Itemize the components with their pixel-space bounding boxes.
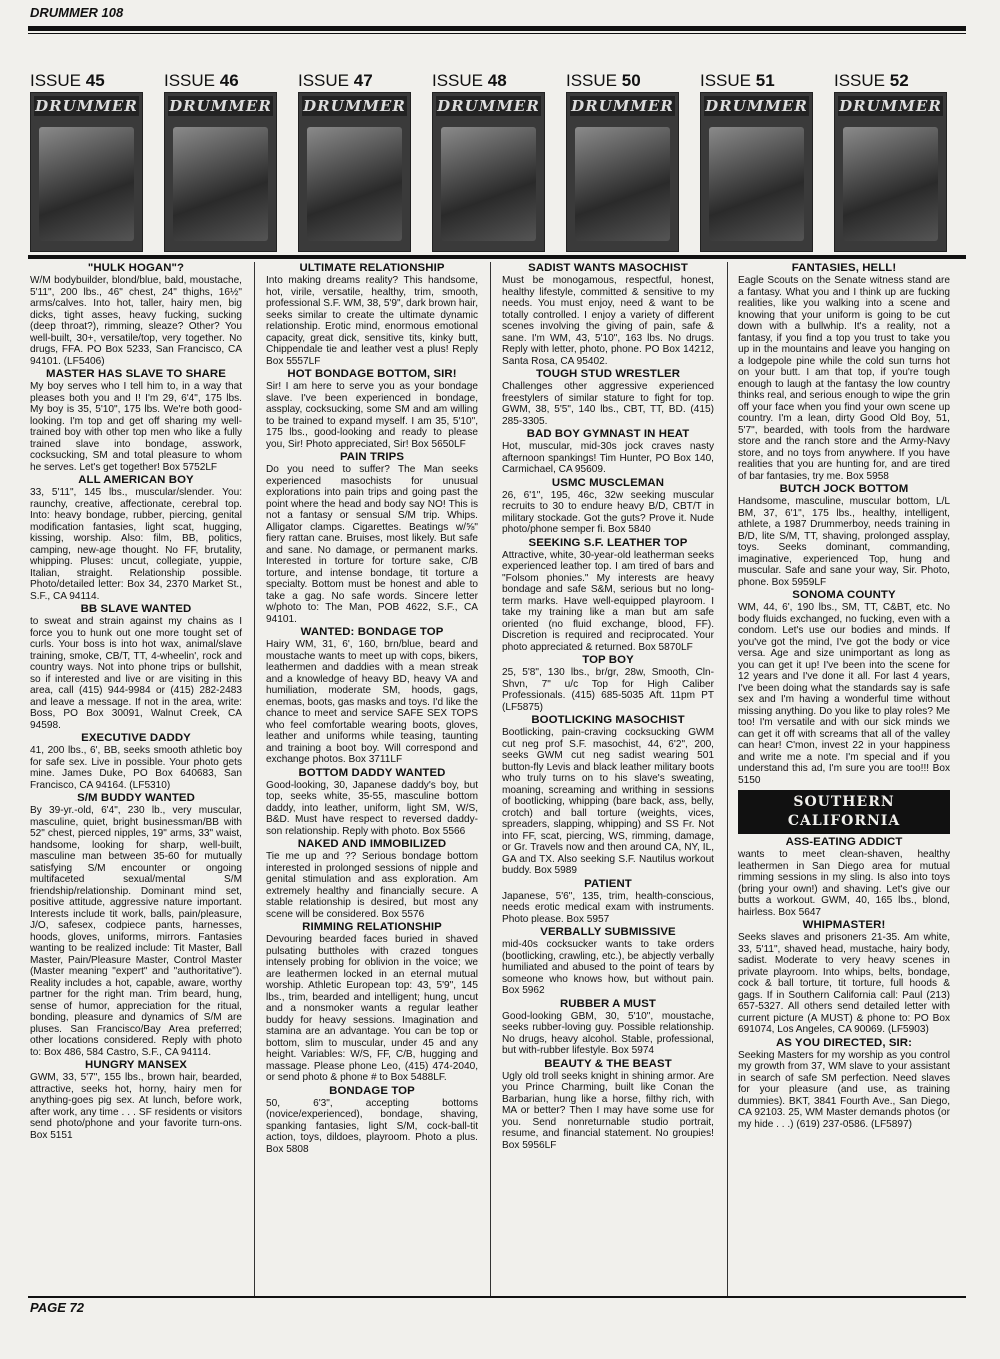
- classified-ad: [30, 792, 242, 1058]
- cover-masthead: DRUMMER: [437, 97, 540, 115]
- classified-ad: [266, 1085, 478, 1156]
- classified-ad: [502, 537, 714, 654]
- ad-headline: VERBALLY SUBMISSIVE: [540, 926, 676, 938]
- classified-ad: [502, 714, 714, 877]
- classified-ad: [738, 1037, 950, 1131]
- issue-word: ISSUE: [30, 71, 82, 90]
- classified-ads: [30, 262, 970, 1297]
- ad-headline: BONDAGE TOP: [329, 1084, 415, 1097]
- ad-body: mid-40s cocksucker wants to take orders (bootlicking, crawling, etc.), be abjectly verbally humiliated and abused to the point of tears by someone who knows how, but without pain. Box 5962: [502, 939, 714, 996]
- ad-headline: PAIN TRIPS: [339, 451, 405, 463]
- classified-ad: [738, 836, 950, 918]
- classified-ad: [30, 603, 242, 731]
- ad-headline: RIMMING RELATIONSHIP: [302, 921, 442, 933]
- ad-body: Sir! I am here to serve you as your bondage slave. I've been experienced in bondage, assplay, cocksucking, some SM and am willing to be trained to expand myself. I am 35, 5'10", 175 lbs., good-looking and ready to please you, Sir! Photo appreciated, Sir! Box 5650LF: [266, 381, 478, 450]
- issue-number: 50: [621, 71, 641, 90]
- issue-word: ISSUE: [834, 71, 886, 90]
- classified-ad: [266, 368, 478, 450]
- ad-headline: TOUGH STUD WRESTLER: [535, 368, 681, 380]
- issue-label: [298, 72, 409, 90]
- classified-ad: [266, 262, 478, 367]
- header-rule: [28, 26, 966, 31]
- cover-masthead: DRUMMER: [35, 97, 138, 115]
- footer-rule: [28, 1296, 966, 1298]
- ad-column-4: [738, 262, 950, 1297]
- ad-body: Hot, muscular, mid-30s jock craves nasty afternoon spankings! Tim Hunter, PO Box 140, Carmichael, CA 95609.: [502, 441, 714, 475]
- ad-body: Into making dreams reality? This handsome, hot, virile, versatile, healthy, trim, smooth, professional S.F. WM, 38, 5'9", dark brown hair, seeks similar to create the ultimate dynamic relationship. Erotic mind, enormous emotional capacity, great dick, sensitive tits, kinky butt, Chippendale tie and leather vest a plus! Reply Box 5557LF: [266, 275, 478, 367]
- cover-thumbnail: [432, 92, 545, 252]
- classified-ad: [30, 262, 242, 367]
- ad-body: W/M bodybuilder, blond/blue, bald, moustache, 5'11", 200 lbs., 46" chest, 24" thighs, 16½" arms/calves. Into hot, taller, hairy men, big dicks, tight asses, heavy fucking, sucking (deep throat?), rimming, sleaze? Other? You well-built, 30+, versatile/top, very together. No drugs, FFA. PO Box 5233, San Francisco, CA 94101. (LF5406): [30, 275, 242, 367]
- ad-headline: NAKED AND IMMOBILIZED: [297, 838, 447, 850]
- classified-ad: [30, 1059, 242, 1141]
- ad-body: Ugly old troll seeks knight in shining armor. Are you Prince Charming, built like Conan the Barbarian, hung like a horse, filthy rich, with MA or better? Then I may have some use for you. Send nonreturnable studio portrait, resume, and financial statement. No groupies! Box 5956LF: [502, 1070, 714, 1151]
- issue-number: 52: [889, 71, 909, 90]
- cover-thumbnail: [700, 92, 813, 252]
- ad-headline: SONOMA COUNTY: [792, 589, 896, 601]
- classified-ad: [502, 428, 714, 476]
- ad-body: Hairy WM, 31, 6', 160, brn/blue, beard and moustache wants to meet up with cops, bikers, leathermen and daddies with a mean streak and a knowledge of heavy BD, heavy VA and humiliation, moderate SM, hoods, gags, enemas, boots, gas masks and toys. I'd like the chance to meet and service SAFE SEX TOPS who feel comfortable wearing boots, gloves, leather and uniforms while teasing, taunting and training a boot boy. Will correspond and exchange photos. Box 3711LF: [266, 639, 478, 765]
- cover-thumbnail: [30, 92, 143, 252]
- issue-number: 48: [487, 71, 507, 90]
- issue-word: ISSUE: [700, 71, 752, 90]
- ad-headline: RUBBER A MUST: [559, 997, 656, 1010]
- ad-headline: BOOTLICKING MASOCHIST: [531, 714, 685, 726]
- ad-body: Good-looking GBM, 30, 5'10", moustache, seeks rubber-loving guy. Possible relationship. No drugs, heavy alcohol. Stable, professional, but with-rubber lifestyle. Box 5974: [502, 1010, 714, 1056]
- classified-ad: [266, 767, 478, 838]
- ad-headline: ALL AMERICAN BOY: [78, 474, 194, 486]
- ad-headline: EXECUTIVE DADDY: [81, 732, 191, 744]
- classified-ad: [502, 262, 714, 367]
- ad-column-2: [266, 262, 478, 1297]
- ad-headline: USMC MUSCLEMAN: [551, 476, 665, 489]
- ad-column-3: [502, 262, 714, 1297]
- region-banner: SOUTHERN CALIFORNIA: [738, 790, 950, 834]
- ad-headline: WANTED: BONDAGE TOP: [300, 626, 444, 638]
- cover-issue-46: [164, 72, 275, 252]
- cover-masthead: DRUMMER: [169, 97, 272, 115]
- ad-headline: FANTASIES, HELL!: [791, 262, 897, 274]
- classified-ad: [738, 483, 950, 588]
- ad-body: 50, 6'3", accepting bottoms (novice/experienced), bondage, shaving, spanking fantasies, light S/M, cock-ball-tit action, toys, dildoes, playroom. Photo a plus. Box 5808: [266, 1097, 478, 1155]
- ad-headline: SEEKING S.F. LEATHER TOP: [528, 536, 688, 549]
- cover-masthead: DRUMMER: [303, 97, 406, 115]
- classified-ad: [738, 262, 950, 482]
- cover-thumbnail: [164, 92, 277, 252]
- cover-masthead: DRUMMER: [705, 97, 808, 115]
- cover-issue-48: [432, 72, 543, 252]
- classified-ad: [502, 926, 714, 997]
- ad-headline: AS YOU DIRECTED, SIR:: [775, 1036, 913, 1049]
- cover-photo: [173, 127, 268, 241]
- ad-body: 41, 200 lbs., 6', BB, seeks smooth athletic boy for safe sex. Live in possible. Your photo gets mine. James Duke, PO Box 640683, San Francisco, CA 94164. (LF5310): [30, 745, 242, 791]
- ad-body: GWM, 33, 5'7", 155 lbs., brown hair, bearded, attractive, seeks hot, horny, hairy men for anything-goes pig sex. At lunch, before work, after work, any time . . . SF residents or visitors send photo/phone and your favorite turn-ons. Box 5151: [30, 1072, 242, 1141]
- ad-body: Eagle Scouts on the Senate witness stand are a fantasy. What you and I think up are fucking realities, like you walking into a scene and knowing that your uniform is going to be cut down with a bullwhip. It's a reality, not a fantasy, if you find a top you trust to take you up in the mountains and leave you hanging on a lodgepole pine while the cold sun turns hot on your butt. I am that top, if you're tough enough to laugh at the fantasy the low country thinks real, and serious enough to wipe the grin off your face when you find your own scene up country. I'm a lean, dirty Good Old Boy, 51, 5'7", bearded, with tools from the hardware store and the ranch store and the Army-Navy store, and no toys from anywhere. If you have realities that you are hunting for, and are tired of bar fantasies, try me. Box 5958: [738, 275, 950, 482]
- issue-word: ISSUE: [298, 71, 350, 90]
- ad-headline: BOTTOM DADDY WANTED: [298, 766, 446, 779]
- ad-body: Seeking Masters for my worship as you control my growth from 37, WM slave to your assistant in search of safe SM perfection. Need slaves for your pleasure (and use, as training dummies). BKT, 3841 Fourth Ave., San Diego, CA 92103. 25, WM Master demands photos (or my hide . . .) (619) 237-0586. (LF5897): [738, 1049, 950, 1130]
- ad-headline: TOP BOY: [582, 654, 634, 666]
- ad-body: Good-looking, 30, Japanese daddy's boy, but top, seeks white, 35-55, masculine bottom daddy, into leather, uniform, light SM, W/S, B&D. Must have respect to reversed daddy-son relationship. Reply with photo. Box 5566: [266, 779, 478, 837]
- classified-ad: [502, 998, 714, 1057]
- ad-headline: SADIST WANTS MASOCHIST: [528, 262, 688, 274]
- ad-body: Bootlicking, pain-craving cocksucking GWM cut neg prof S.F. masochist, 44, 6'2", 200, seeks GWM cut neg sadist wearing 501 button-fly Levis and black leather military boots who truly turns on to his slave's sweating, moaning, screaming and writhing in sessions of bootlicking, whipping (bare back, ass, belly, crotch) and ball torture (weights, vices, spreaders, slapping, whipping) and SS Fr. Not into FF, scat, piercing, WS, rimming, damage, or Gr. Travels now and then around CA, NY, IL, GA and TX. Also seeking S.F. Nautilus workout buddy. Box 5989: [502, 727, 714, 876]
- issue-label: [700, 72, 811, 90]
- cover-photo: [441, 127, 536, 241]
- ad-body: Challenges other aggressive experienced freestylers of similar stature to fight for top. GWM, 38, 5'5", 140 lbs., CBT, TT, BD. (415) 285-3305.: [502, 381, 714, 427]
- classified-ad: [266, 626, 478, 766]
- cover-photo: [39, 127, 134, 241]
- classified-ad: [502, 368, 714, 427]
- ad-headline: ASS-EATING ADDICT: [785, 836, 903, 848]
- cover-photo: [709, 127, 804, 241]
- ad-body: WM, 44, 6', 190 lbs., SM, TT, C&BT, etc. No body fluids exchanged, no fucking, even with a condom. Let's use our bodies and minds. If you've got the mind, I've got the body or vice versa. Age and size unimportant as long as you can get it up! I've been into the scene for 12 years and I've done it all. For last 4 years, I've been doing what the standards say is safe sex and I'm having a wonderful time without missing anything. Do you like to play roles? Me too! I'm versatile and with our sick minds we can get it off with screams that all of the valley can hear! C'mon, invest 22 in your happiness and write me a note. I'm special and if you understand this ad, I'm sure you are too!!! Box 5150: [738, 602, 950, 786]
- cover-masthead: DRUMMER: [571, 97, 674, 115]
- classified-ad: [30, 368, 242, 473]
- ad-body: Japanese, 5'6", 135, trim, health-conscious, needs erotic medical exam with instruments. Photo please. Box 5957: [502, 890, 714, 925]
- page-number: PAGE 72: [30, 1300, 84, 1315]
- classified-ad: [502, 654, 714, 713]
- ad-body: Devouring bearded faces buried in shaved pulsating buttholes with crazed tongues intensely probing for oblivion in the voice; we are leathermen locked in an eternal mutual worship. Athletic European top: 43, 5'9", 145 lbs., trim, bearded and intelligent; hung, uncut and a nonsmoker wants a regular leather buddy for heavy sessions. Imagination and stamina are an advantage. You can be top or bottom, slim to muscular, under 45 and any height. Variables: W/S, FF, C/B, hugging and massage. Please phone Leo, (415) 474-2040, or send photo & phone # to Box 5488LF.: [266, 934, 478, 1083]
- cover-issue-45: [30, 72, 141, 252]
- cover-photo: [843, 127, 938, 241]
- ad-body: 26, 6'1", 195, 46c, 32w seeking muscular recruits to 30 to endure heavy B/D, CBT/T in military stockade. Got the guts? Prove it. Nude photo/phone semper fi. Box 5840: [502, 489, 714, 535]
- ad-headline: WHIPMASTER!: [802, 919, 886, 931]
- ad-body: 33, 5'11", 145 lbs., muscular/slender. You: raunchy, creative, affectionate, cerebral top. Into: heavy bondage, rubber, piercing, genital modification fantasies, light scat, hugging, kissing, worship. Also: film, BB, politics, camping, new-age thought. No FF, brutality, whipping. Pluses: uncut, collegiate, yuppie, Italian, straight. Relationship possible. Photo/detailed letter: Box 34, 2370 Market St., S.F., CA 94114.: [30, 487, 242, 602]
- issue-label: [566, 72, 677, 90]
- ad-body: By 39-yr.-old, 6'4", 230 lb., very muscular, masculine, quiet, bright businessman/BB with 52" chest, pierced nipples, 19" arms, 33" waist, handsome, looking for sharp, well-built, masculine man between 35-60 for mutually satisfying S/M encounter or ongoing multifaceted sexual/mental S/M friendship/relationship. Dominant mind set, positive attitude, aggressive nature important. Interests include tit work, balls, pain/pleasure, J/O, safesex, codpiece pants, harnesses, hoods, gloves, uniforms, mirrors. Fantasies wanting to be realized include: Tit Master, Ball Master, Pain/Pleasure Master, Control Master (Master meaning "expert" and "authoritative"). Reality includes a hot, capable, aware, worthy partner for the right man. Trim beard, hung, sense of humor, appreciation for the ritual, bonding, pleasure and dynamics of S/M are pluses. San Francisco/Bay Area preferred; other locations considered. Reply with photo to: Box 486, 584 Castro, S.F., CA 94114.: [30, 805, 242, 1058]
- classified-ad: [266, 451, 478, 625]
- classified-ad: [502, 878, 714, 926]
- ad-body: Do you need to suffer? The Man seeks experienced masochists for unusual explorations into pain trips and going past the point where the head and body say NO! This is not a fantasy or sensual S/M trip. Whips. Alligator clamps. Cigarettes. Beatings w/⅝" fiery rattan cane. Bruises, most likely. But safe and sane. No damage, or permanent marks. Interested in torture for torture sake, C/B torture, and intense bondage, tit torture a specialty. Bottom must be honest and able to take a gag. No safe words. Sincere letter w/photo to: The Man, POB 4622, S.F., CA 94101.: [266, 464, 478, 625]
- issue-number: 51: [755, 71, 775, 90]
- cover-issue-50: [566, 72, 677, 252]
- issue-label: [834, 72, 945, 90]
- ad-body: My boy serves who I tell him to, in a way that pleases both you and I! I'm 29, 6'4", 175 lbs. My boy is 35, 5'10", 175 lbs. We're both good-looking. I'm top and get off sharing my well-trained boy with other top men who like a fully trained slave into bondage, asswork, cocksucking, SM and total pleasure to whom he serves. Let's get together! Box 5752LF: [30, 381, 242, 473]
- classified-ad: [30, 474, 242, 602]
- issue-number: 46: [219, 71, 239, 90]
- classified-ad: [738, 919, 950, 1036]
- ad-body: Tie me up and ?? Serious bondage bottom interested in prolonged sessions of nipple and genital stimulation and ass exploration. Am extremely healthy and financially secure. A stable relationship is desired, but most any scene will be considered. Box 5576: [266, 851, 478, 920]
- cover-thumbnail: [834, 92, 947, 252]
- classified-ad: [266, 921, 478, 1084]
- issue-word: ISSUE: [164, 71, 216, 90]
- ad-headline: HOT BONDAGE BOTTOM, SIR!: [287, 368, 457, 380]
- cover-photo: [575, 127, 670, 241]
- issue-word: ISSUE: [432, 71, 484, 90]
- ad-headline: PATIENT: [584, 877, 632, 890]
- cover-thumbnail: [566, 92, 679, 252]
- ad-headline: BEAUTY & THE BEAST: [544, 1057, 672, 1070]
- back-issue-covers: [30, 72, 970, 252]
- ad-headline: BAD BOY GYMNAST IN HEAT: [526, 428, 690, 440]
- ad-headline: ULTIMATE RELATIONSHIP: [299, 262, 445, 274]
- classified-ad: [502, 477, 714, 536]
- ad-column-1: [30, 262, 242, 1297]
- ad-headline: S/M BUDDY WANTED: [77, 792, 195, 804]
- issue-number: 45: [85, 71, 105, 90]
- ad-headline: BUTCH JOCK BOTTOM: [779, 483, 909, 495]
- cover-masthead: DRUMMER: [839, 97, 942, 115]
- cover-issue-47: [298, 72, 409, 252]
- ad-headline: HUNGRY MANSEX: [85, 1059, 187, 1071]
- cover-photo: [307, 127, 402, 241]
- issue-label: [164, 72, 275, 90]
- ad-headline: BB SLAVE WANTED: [80, 603, 192, 615]
- classified-ad: [266, 838, 478, 920]
- ad-body: to sweat and strain against my chains as I force you to hunk out one more tought set of curls. Your boss is into hot wax, animal/slave training, smoke, CB/T, TT, 4-wheelin', rock and country ways. Not into phone trips or bullshit, so if interested and live or are visiting in this area, call (415) 944-9984 or (415) 282-2483 and leave a message. If not in the area, write: Boss, PO Box 30091, Walnut Creek, CA 94598.: [30, 616, 242, 731]
- classified-ad: [30, 732, 242, 791]
- ad-body: 25, 5'8", 130 lbs., br/gr, 28w, Smooth, Cln-Shvn, 7" u/c Top for High Caliber Professionals. (415) 685-5035 Aft. 11pm PT (LF5875): [502, 667, 714, 713]
- classified-ad: [502, 1058, 714, 1152]
- cover-issue-52: [834, 72, 945, 252]
- ad-body: Attractive, white, 30-year-old leatherman seeks experienced leather top. I am tired of bars and "Folsom phonies." My interests are heavy bondage and safe S&M, serious but no long-term marks. Have well-equipped playroom. I take my training like a man but am safe oriented (no fluid exchange, blood, FF). Discretion is required and reciprocated. Your photo appreciated & returned. Box 5870LF: [502, 549, 714, 653]
- cover-issue-51: [700, 72, 811, 252]
- header-rule-thin: [28, 33, 966, 34]
- ad-body: Handsome, masculine, muscular bottom, L/L BM, 37, 6'1", 175 lbs., healthy, intelligent, athlete, a 1987 Drummerboy, needs training in B/D, lite S/M, TT, shaving, prolonged assplay, toys. Seeks dominant, commanding, imaginative, experienced Top, hung and muscular. Safe and sane your way, Sir. Photo, phone. Box 5959LF: [738, 496, 950, 588]
- ad-body: Must be monogamous, respectful, honest, healthy lifestyle, committed & sensitive to my needs. You must enjoy, need & want to be totally controlled. I enjoy a variety of different scenes involving the giving of pain, safe & sane. I'm WM, 43, 5'10", 163 lbs. No drugs. Reply with letter, photo, phone. PO Box 14212, Santa Rosa, CA 95402.: [502, 275, 714, 367]
- running-head: DRUMMER 108: [30, 5, 124, 20]
- issue-label: [432, 72, 543, 90]
- cover-thumbnail: [298, 92, 411, 252]
- ad-body: Seeks slaves and prisoners 21-35. Am white, 33, 5'11", shaved head, mustache, hairy body, sadist. Moderate to very heavy scenes in private playroom. Into whips, belts, bondage, cock & ball torture, tit torture, full hoods & gags. If in Southern California call: Paul (213) 657-5327. All others send detailed letter with current picture (A MUST) & phone to: PO Box 691074, Los Angeles, CA 90069. (LF5903): [738, 932, 950, 1035]
- ad-headline: MASTER HAS SLAVE TO SHARE: [46, 368, 226, 380]
- classified-ad: [738, 589, 950, 786]
- issue-number: 47: [353, 71, 373, 90]
- issue-label: [30, 72, 141, 90]
- issue-word: ISSUE: [566, 71, 618, 90]
- section-rule: [28, 255, 966, 259]
- ad-headline: "HULK HOGAN"?: [87, 262, 185, 274]
- ad-body: wants to meet clean-shaven, healthy leathermen in San Diego area for mutual rimming sessions in my sling. Is also into toys (bring your own!) and shaving. Let's give our butts a workout. GWM, 40, 165 lbs., blond, hairless. Box 5647: [738, 849, 950, 918]
